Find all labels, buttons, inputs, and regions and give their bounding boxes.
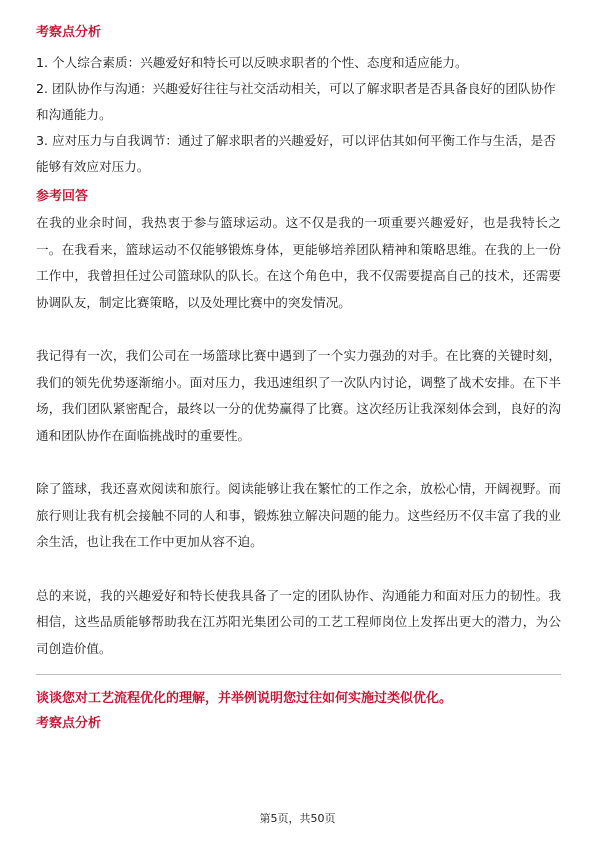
section-divider: [36, 674, 561, 675]
answer-heading: 参考回答: [36, 189, 89, 204]
analysis-heading: 考察点分析: [36, 25, 102, 40]
analysis-item-2: 2. 团队协作与沟通：兴趣爱好往往与社交活动相关，可以了解求职者是否具备良好的团队协作和沟通能力。: [36, 81, 556, 122]
next-analysis-heading: 考察点分析: [36, 716, 102, 731]
next-question: 谈谈您对工艺流程优化的理解，并举例说明您过往如何实施过类似优化。: [36, 691, 453, 706]
analysis-item-1: 1. 个人综合素质：兴趣爱好和特长可以反映求职者的个性、态度和适应能力。: [36, 55, 468, 70]
analysis-item-3: 3. 应对压力与自我调节：通过了解求职者的兴趣爱好，可以评估其如何平衡工作与生活，是否能够有效应对压力。: [36, 133, 556, 174]
document-content: [36, 24, 561, 733]
answer-paragraph-4: 总的来说，我的兴趣爱好和特长使我具备了一定的团队协作、沟通能力和面对压力的韧性。我相信，这些品质能够帮助我在江苏阳光集团公司的工艺工程师岗位上发挥出更大的潜力，为公司创造价值。: [36, 587, 561, 656]
answer-paragraph-2: 我记得有一次，我们公司在一场篮球比赛中遇到了一个实力强劲的对手。在比赛的关键时刻，我们的领先优势逐渐缩小。面对压力，我迅速组织了一次队内讨论，调整了战术安排。在下半场，我们团队紧密配合，最终以一分的优势赢得了比赛。这次经历让我深刻体会到，良好的沟通和团队协作在面临挑战时的重要性。: [36, 348, 561, 443]
page-footer: 第5页，共50页: [259, 812, 336, 825]
answer-paragraph-1: 在我的业余时间，我热衷于参与篮球运动。这不仅是我的一项重要兴趣爱好，也是我特长之一。在我看来，篮球运动不仅能够锻炼身体，更能够培养团队精神和策略思维。在我的上一份工作中，我曾担任过公司篮球队的队长。在这个角色中，我不仅需要提高自己的技术，还需要协调队友，制定比赛策略，以及处理比赛中的突发情况。: [36, 215, 561, 310]
answer-paragraph-3: 除了篮球，我还喜欢阅读和旅行。阅读能够让我在繁忙的工作之余，放松心情，开阔视野。而旅行则让我有机会接触不同的人和事，锻炼独立解决问题的能力。这些经历不仅丰富了我的业余生活，也让我在工作中更加从容不迫。: [36, 481, 561, 549]
